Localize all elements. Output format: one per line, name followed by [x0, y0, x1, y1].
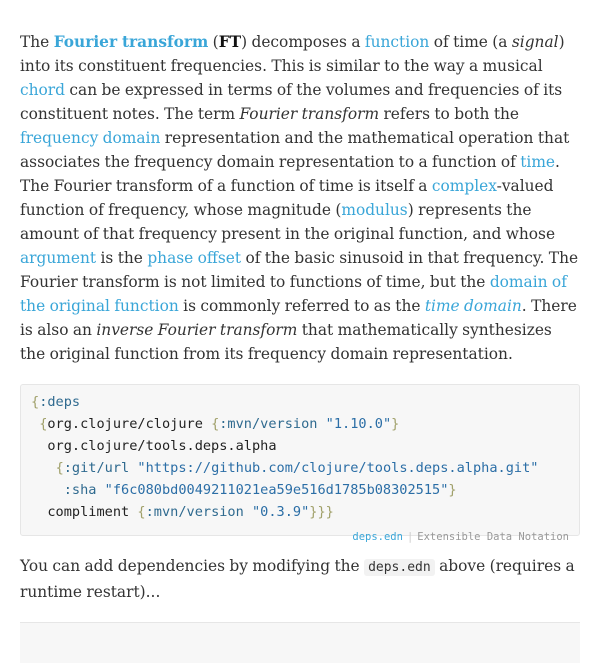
bracket: {: [55, 460, 64, 476]
dependencies-paragraph: [20, 554, 580, 604]
link-fourier-transform[interactable]: [54, 33, 209, 51]
text: ) represents the amount of that frequency present in the original function, and whose: [20, 201, 556, 243]
text: above (requires a runtime restart)...: [20, 557, 575, 601]
code-block[interactable]: [31, 391, 569, 523]
link-time-domain-label: time domain: [424, 297, 522, 315]
intro-paragraph: [20, 30, 580, 366]
text: -valued function of frequency, whose magnitude (: [20, 177, 554, 219]
string-git-url: "https://github.com/clojure/tools.deps.alpha.git": [137, 460, 539, 476]
term-fourier-transform: Fourier transform: [239, 105, 380, 123]
text: of the basic sinusoid in that frequency. The Fourier transform is not limited to functions of time, but the: [20, 249, 579, 291]
link-function[interactable]: function: [364, 33, 430, 51]
link-time-domain[interactable]: [425, 297, 522, 315]
bracket: }}}: [309, 504, 334, 520]
symbol-tools-deps: org.clojure/tools.deps.alpha: [47, 438, 277, 454]
text: refers to both the: [379, 105, 520, 123]
link-domain-of-function[interactable]: domain of the original function: [20, 273, 567, 315]
link-complex[interactable]: complex: [431, 177, 497, 195]
symbol-compliment: compliment: [47, 504, 138, 520]
text: . There is also an: [20, 297, 577, 339]
inline-code-deps-edn: deps.edn: [364, 559, 435, 576]
link-argument[interactable]: argument: [20, 249, 97, 267]
symbol-clojure: org.clojure/clojure: [47, 416, 212, 432]
text: ) into its constituent frequencies. This is similar to the way a musical: [20, 33, 565, 75]
link-chord[interactable]: chord: [20, 81, 66, 99]
link-fourier-transform-label: Fourier transform: [53, 33, 209, 51]
text: . The Fourier transform of a function of time is itself a: [20, 153, 560, 195]
bracket: }: [391, 416, 400, 432]
text: The: [20, 33, 54, 51]
text: ) decomposes a: [241, 33, 365, 51]
next-code-card[interactable]: [20, 622, 580, 663]
link-modulus[interactable]: modulus: [341, 201, 408, 219]
string-sha: "f6c080bd0049211021ea59e516d1785b08302515": [104, 482, 449, 498]
link-frequency-domain[interactable]: frequency domain: [20, 129, 161, 147]
keyword-git-url: :git/url: [63, 460, 138, 476]
keyword-sha: :sha: [63, 482, 105, 498]
link-time[interactable]: time: [520, 153, 556, 171]
bracket: {: [39, 416, 48, 432]
keyword-deps: :deps: [39, 394, 81, 410]
language-label: Extensible Data Notation: [417, 531, 569, 543]
text: is commonly referred to as the: [178, 297, 425, 315]
filename-label: deps.edn: [352, 531, 403, 543]
term-inverse-fourier: inverse Fourier transform: [96, 321, 298, 339]
keyword-mvn-version: :mvn/version: [219, 416, 326, 432]
bracket: {: [211, 416, 220, 432]
bracket: }: [448, 482, 457, 498]
code-card-footer: [31, 531, 569, 543]
string-version: "1.10.0": [325, 416, 392, 432]
text: is the: [96, 249, 148, 267]
code-editor-card[interactable]: [20, 384, 580, 543]
text: (: [208, 33, 219, 51]
text: representation and the mathematical operation that associates the frequency domain representation to a function of: [20, 129, 570, 171]
ft-abbr: FT: [218, 33, 242, 51]
bracket: {: [31, 394, 40, 410]
bracket: {: [137, 504, 146, 520]
separator: |: [406, 531, 414, 543]
text: You can add dependencies by modifying the: [20, 557, 365, 575]
text: that mathematically synthesizes the original function from its frequency domain representation.: [20, 321, 552, 363]
signal-term: signal: [511, 33, 559, 51]
string-version: "0.3.9": [252, 504, 310, 520]
text: can be expressed in terms of the volumes and frequencies of its constituent notes. The term: [20, 81, 563, 123]
keyword-mvn-version: :mvn/version: [145, 504, 252, 520]
link-phase-offset[interactable]: phase offset: [147, 249, 242, 267]
text: of time (a: [429, 33, 512, 51]
